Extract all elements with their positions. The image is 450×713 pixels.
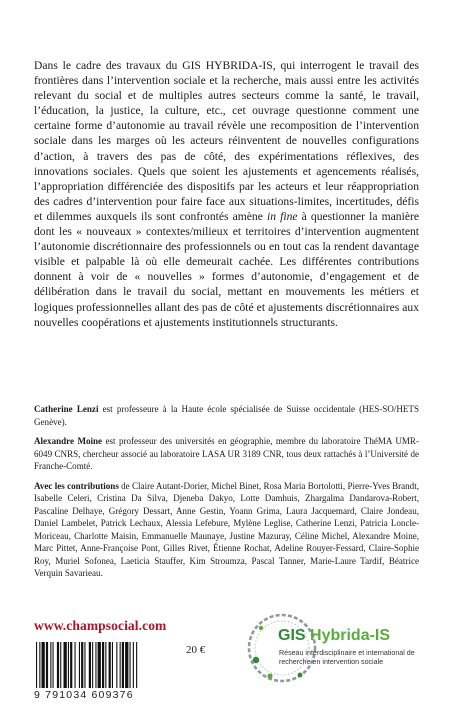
barcode-bar — [53, 642, 54, 688]
isbn-barcode — [34, 642, 174, 701]
bio-moine-name: Alexandre Moine — [34, 436, 103, 446]
bio-lenzi-text: est professeure à la Haute école spécialisée de Suisse occidentale (HES-SO/HETS Genève). — [34, 404, 419, 427]
barcode-bar — [120, 642, 121, 688]
barcode-bar — [95, 642, 96, 688]
price: 20 € — [186, 644, 206, 656]
barcode-bar — [122, 642, 124, 688]
contributors-list: de Claire Autant-Dorier, Michel Binet, Rosa Maria Bortolotti, Pierre-Yves Brandt, Isabelle Celeri, Cristina Da Silva, Djeneba Dakyo, Lotte Damhuis, Zhargalma Dandarova-Robert, Pascaline Delhaye, Grégory Dessart, Anne Gestin, Yoann Grima, Laura Jacquemard, Claire Jondeau, Daniel Lambelet, Patrick Lechaux, Alessia Lefebure, Mylène Leglise, Catherine Lenzi, Patricia Loncle-Moriceau, Charlotte Maisin, Emmanuelle Maunaye, Justine Mazuray, Céline Michel, Alexandre Moine, Marc Pittet, Anne-Françoise Pont, Gilles Rivet, Étienne Rochat, Adeline Rouyer-Fessard, Claire-Sophie Roy, Muriel Sofonea, Laeticia Stauffer, Kim Stroumza, Pascal Tanner, Marie-Laure Tardif, Béatrice Verquin Savarieau. — [34, 480, 419, 578]
barcode-bar — [89, 642, 91, 688]
logo-subtitle: Réseau interdisciplinaire et international de recherche en intervention sociale — [279, 649, 415, 666]
author-bios — [34, 403, 419, 587]
barcode-icon — [34, 642, 174, 688]
bio-lenzi-name: Catherine Lenzi — [34, 404, 99, 414]
description-paragraph — [34, 58, 419, 330]
barcode-bar — [109, 642, 111, 688]
barcode-bar — [50, 642, 51, 688]
barcode-bar — [42, 642, 45, 688]
barcode-bar — [64, 642, 67, 688]
bio-lenzi — [34, 403, 419, 428]
network-circle-icon — [246, 612, 318, 684]
bio-moine-text: est professeur des universités en géographie, membre du laboratoire ThéMA UMR-6049 CNRS, chercheur associé au laboratoire LASA UR 3189 CNR, tous deux rattachés à l’Université de Franche-Comté. — [34, 436, 419, 471]
description-italic: in fine — [267, 209, 298, 223]
barcode-bar — [79, 642, 80, 688]
description-text-1: Dans le cadre des travaux du GIS HYBRIDA-IS, qui interrogent le travail des frontières dans l’intervention sociale et la recherche, mais aussi entre les activités relevant du social et de multiples autres secteurs comme la santé, le travail, l’éducation, la justice, la culture, etc., cet ouvrage questionne comment une certaine forme d’autonomie au travail révèle une recomposition de l’intervention sociale dans les marges où les acteurs réinventent de nouvelles configurations d’action, à travers des pas de côté, des expérimentations réflexives, des innovations sociales. Quels que soient les ajustements et agencements réalisés, l’appropriation différenciée des dispositifs par les acteurs et leur réappropriation des cadres d’intervention pour faire face aux situations-limites, incertitudes, défis et dilemmes auxquels ils sont confrontés amène — [34, 59, 419, 223]
logo-title-gis: GIS — [278, 627, 306, 644]
isbn-digits: 9 791034 609376 — [34, 689, 134, 701]
barcode-bar — [112, 642, 113, 688]
barcode-bar — [105, 642, 106, 688]
barcode-bar — [116, 642, 117, 688]
barcode-bar — [125, 642, 128, 688]
barcode-bar — [57, 642, 59, 688]
barcode-bar — [92, 642, 93, 688]
barcode-bar — [81, 642, 83, 688]
logo-title — [278, 627, 390, 645]
barcode-bar — [60, 642, 61, 688]
barcode-bar — [98, 642, 101, 688]
logo-title-hybrida: Hybrida-IS — [310, 627, 391, 644]
barcode-bar — [133, 642, 134, 688]
back-cover-description — [34, 58, 419, 330]
barcode-bar — [46, 642, 48, 688]
bio-moine — [34, 435, 419, 473]
barcode-bar — [68, 642, 69, 688]
barcode-bar — [136, 642, 137, 688]
barcode-bar — [75, 642, 76, 688]
publisher-website[interactable]: www.champsocial.com — [34, 618, 167, 633]
barcode-row — [34, 642, 244, 701]
barcode-bar — [84, 642, 85, 688]
barcode-bar — [36, 642, 37, 688]
publisher-footer — [34, 618, 244, 701]
barcode-bar — [102, 642, 104, 688]
gis-hybrida-logo — [246, 610, 431, 690]
barcode-bar — [70, 642, 72, 688]
contributors — [34, 480, 419, 580]
barcode-bar — [39, 642, 40, 688]
description-text-2: à questionner la manière dont les « nouveaux » contextes/milieux et territoires d’intervention augmentent l’autonomie discrétionnaire des professionnels ou en tout cas la rendent davantage visible et palpable là où elle demeurait cachée. Les différentes contributions donnent à voir de « nouvelles » formes d’autonomie, d’engagement et de délibération dans le travail du social, mettant en mouvements les métiers et logiques professionnelles allant des pas de côté et ajustements discrétionnaires aux nouvelles coopérations et ajustements institutionnels structurants. — [34, 209, 419, 329]
barcode-bar — [130, 642, 131, 688]
contributors-label: Avec les contributions — [34, 480, 119, 491]
